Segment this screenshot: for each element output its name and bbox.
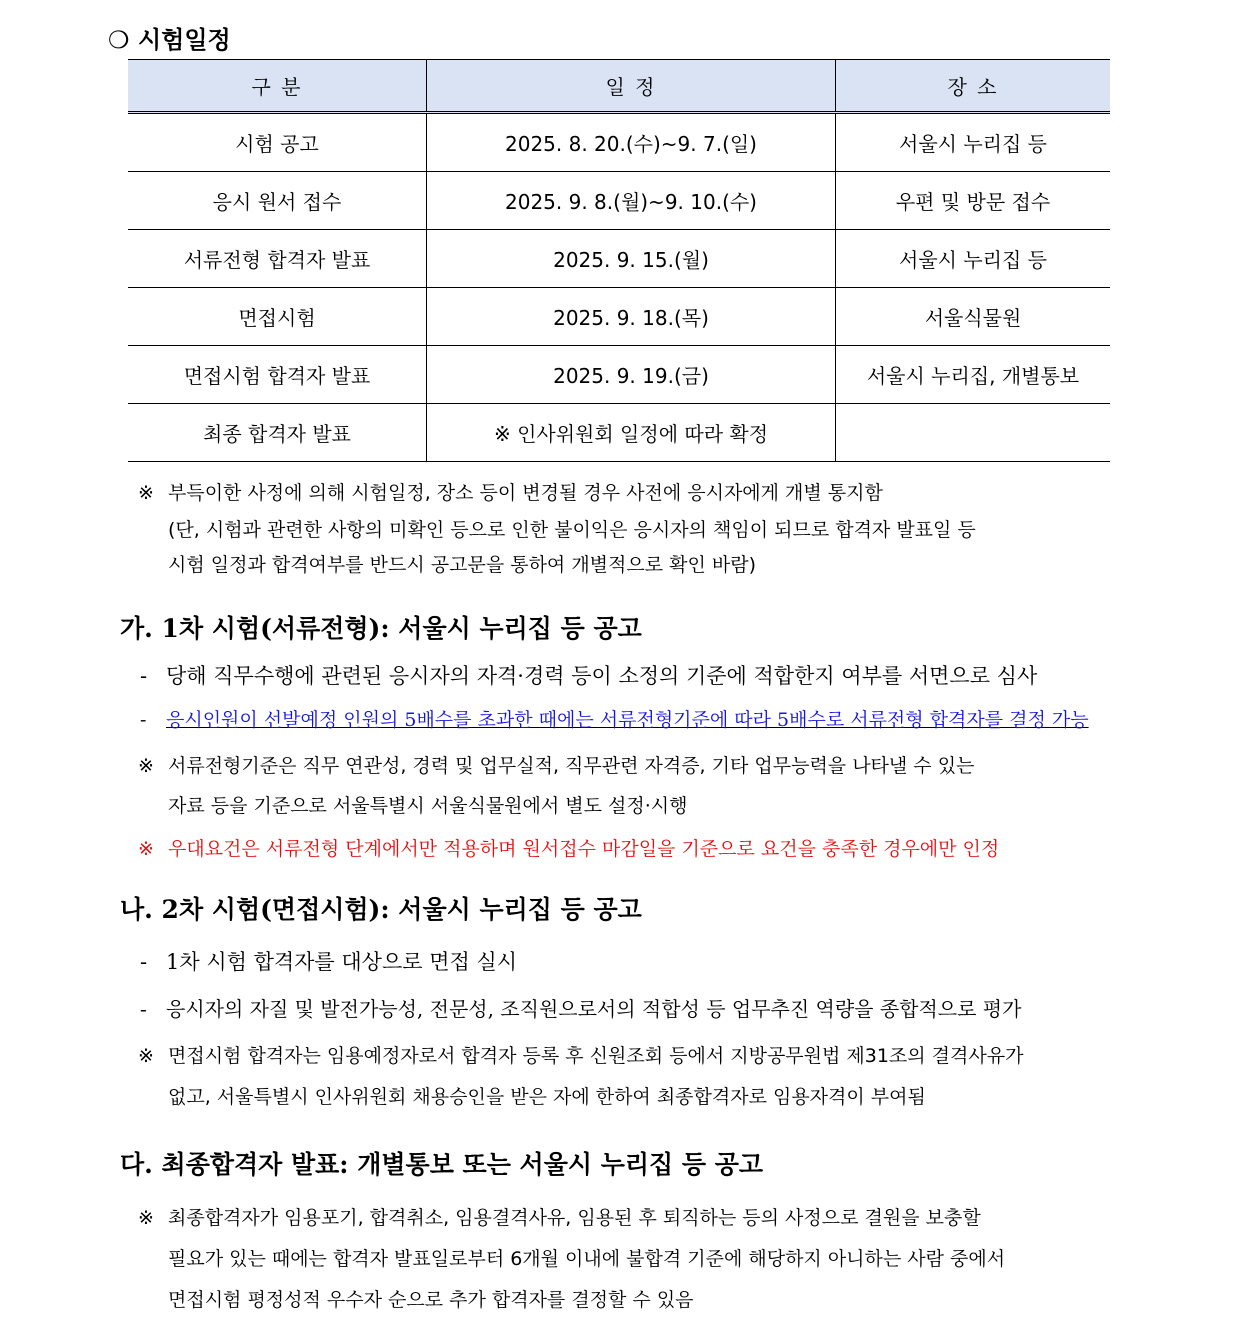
bullet-text: 응시자의 자질 및 발전가능성, 전문성, 조직원으로서의 적합성 등 업무추진 역량을 종합적으로 평가 <box>166 997 1022 1021</box>
schedule-note-line: 부득이한 사정에 의해 시험일정, 장소 등이 변경될 경우 사전에 응시자에게 개별 통지함 <box>168 482 883 504</box>
schedule-heading-text: 시험일정 <box>138 26 231 54</box>
table-cell-category: 최종 합격자 발표 <box>128 404 427 462</box>
section-a-bullet <box>140 660 1037 690</box>
schedule-note <box>138 478 883 505</box>
section-b-title: 나. 2차 시험(면접시험): 서울시 누리집 등 공고 <box>120 895 642 924</box>
reference-mark-icon: ※ <box>138 1207 154 1229</box>
table-cell-schedule: 2025. 9. 15.(월) <box>427 230 836 288</box>
table-row <box>128 288 1110 346</box>
bullet-text: 당해 직무수행에 관련된 응시자의 자격·경력 등이 소정의 기준에 적합한지 여부를 서면으로 심사 <box>166 664 1038 688</box>
note-text: 면접시험 합격자는 임용예정자로서 합격자 등록 후 신원조회 등에서 지방공무원법 제31조의 결격사유가 <box>168 1045 1024 1067</box>
table-cell-location: 서울식물원 <box>836 288 1111 346</box>
schedule-note-line: 시험 일정과 합격여부를 반드시 공고문을 통하여 개별적으로 확인 바람) <box>168 554 756 576</box>
table-cell-category: 시험 공고 <box>128 113 427 172</box>
table-cell-schedule: ※ 인사위원회 일정에 따라 확정 <box>427 404 836 462</box>
table-row <box>128 346 1110 404</box>
table-cell-location: 서울시 누리집 등 <box>836 230 1111 288</box>
table-cell-schedule: 2025. 9. 18.(목) <box>427 288 836 346</box>
column-header-location: 장 소 <box>836 60 1111 113</box>
dash-icon: - <box>140 664 148 688</box>
schedule-heading <box>108 20 231 55</box>
section-a-bullet <box>140 705 1089 732</box>
dash-icon: - <box>140 997 147 1021</box>
note-text: 자료 등을 기준으로 서울특별시 서울식물원에서 별도 설정·시행 <box>168 795 688 817</box>
table-row <box>128 230 1110 288</box>
table-row <box>128 172 1110 230</box>
section-b-bullet <box>140 946 517 976</box>
note-text: 없고, 서울특별시 인사위원회 채용승인을 받은 자에 한하여 최종합격자로 임용자격이 부여됨 <box>168 1086 926 1108</box>
note-text: 최종합격자가 임용포기, 합격취소, 임용결격사유, 임용된 후 퇴직하는 등의 사정으로 결원을 보충할 <box>168 1207 981 1229</box>
table-cell-schedule: 2025. 9. 8.(월)~9. 10.(수) <box>427 172 836 230</box>
section-a-title: 가. 1차 시험(서류전형): 서울시 누리집 등 공고 <box>120 614 642 643</box>
column-header-schedule: 일 정 <box>427 60 836 113</box>
note-text-red: 우대요건은 서류전형 단계에서만 적용하며 원서접수 마감일을 기준으로 요건을 충족한 경우에만 인정 <box>168 838 1000 860</box>
note-text: 면접시험 평정성적 우수자 순으로 추가 합격자를 결정할 수 있음 <box>168 1289 694 1311</box>
bullet-text: 1차 시험 합격자를 대상으로 면접 실시 <box>166 950 518 974</box>
dash-icon: - <box>140 950 148 974</box>
table-cell-category: 응시 원서 접수 <box>128 172 427 230</box>
section-c-note <box>138 1203 981 1230</box>
table-cell-schedule: 2025. 9. 19.(금) <box>427 346 836 404</box>
section-a-note-red <box>138 834 999 861</box>
section-b-note <box>138 1041 1023 1068</box>
reference-mark-icon: ※ <box>138 755 154 777</box>
bullet-text-highlighted: 응시인원이 선발예정 인원의 5배수를 초과한 때에는 서류전형기준에 따라 5배수로 서류전형 합격자를 결정 가능 <box>166 709 1089 731</box>
circle-bullet-icon: ❍ <box>108 26 130 54</box>
column-header-category: 구 분 <box>128 60 427 113</box>
reference-mark-icon: ※ <box>138 1045 154 1067</box>
table-cell-location <box>836 404 1111 462</box>
table-row <box>128 113 1110 172</box>
schedule-note-line: (단, 시험과 관련한 사항의 미확인 등으로 인한 불이익은 응시자의 책임이 되므로 합격자 발표일 등 <box>168 519 976 541</box>
section-a-note <box>138 751 974 778</box>
reference-mark-icon: ※ <box>138 838 154 860</box>
table-cell-location: 우편 및 방문 접수 <box>836 172 1111 230</box>
table-cell-category: 면접시험 합격자 발표 <box>128 346 427 404</box>
table-header-row <box>128 60 1110 113</box>
note-text: 서류전형기준은 직무 연관성, 경력 및 업무실적, 직무관련 자격증, 기타 업무능력을 나타낼 수 있는 <box>168 755 975 777</box>
table-cell-location: 서울시 누리집 등 <box>836 113 1111 172</box>
table-row <box>128 404 1110 462</box>
dash-icon: - <box>140 709 147 731</box>
table-cell-category: 면접시험 <box>128 288 427 346</box>
section-c-title: 다. 최종합격자 발표: 개별통보 또는 서울시 누리집 등 공고 <box>120 1150 764 1179</box>
table-cell-category: 서류전형 합격자 발표 <box>128 230 427 288</box>
section-b-bullet <box>140 993 1021 1022</box>
reference-mark-icon: ※ <box>138 482 154 504</box>
table-cell-location: 서울시 누리집, 개별통보 <box>836 346 1111 404</box>
note-text: 필요가 있는 때에는 합격자 발표일로부터 6개월 이내에 불합격 기준에 해당하지 아니하는 사람 중에서 <box>168 1248 1006 1270</box>
schedule-table <box>128 59 1110 462</box>
table-cell-schedule: 2025. 8. 20.(수)~9. 7.(일) <box>427 113 836 172</box>
